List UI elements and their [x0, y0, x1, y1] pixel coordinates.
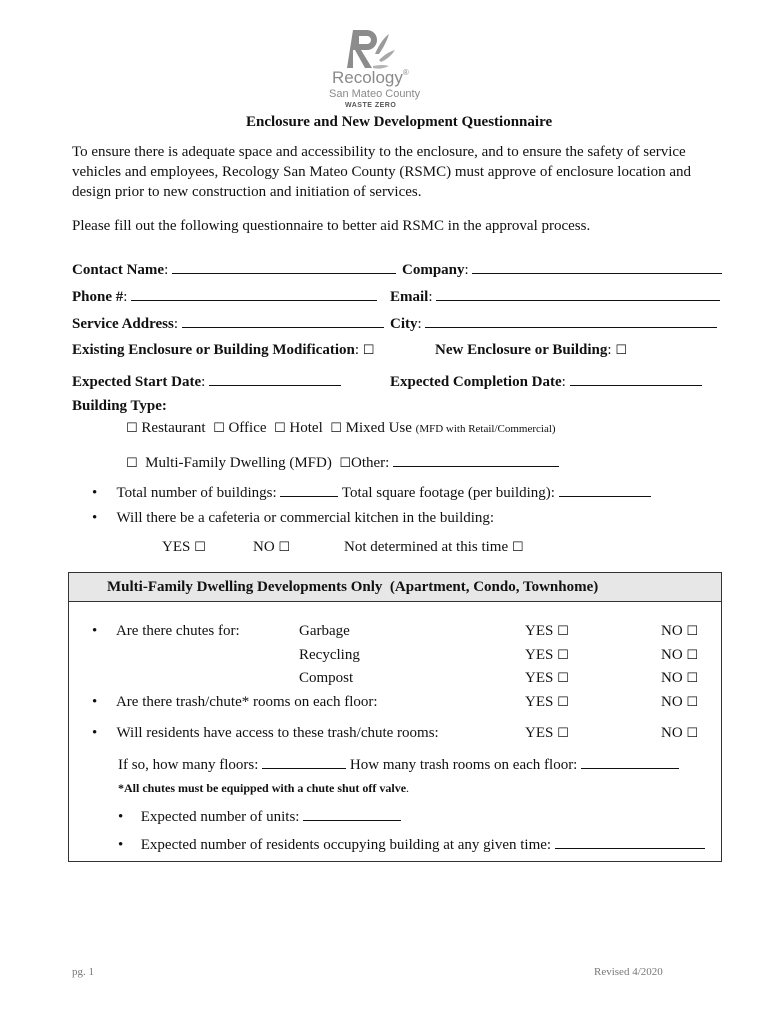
trash-rooms-no	[661, 694, 698, 711]
mixed-use-note: (MFD with Retail/Commercial)	[415, 423, 556, 435]
start-date-field[interactable]	[209, 371, 341, 386]
city-field[interactable]	[425, 313, 717, 328]
chutes-label: Are there chutes for:	[115, 623, 240, 639]
cafeteria-yes-checkbox[interactable]: ☐	[194, 540, 206, 555]
no-label: NO	[661, 623, 683, 639]
mixed-use-checkbox[interactable]: ☐	[330, 421, 342, 436]
restaurant-checkbox[interactable]: ☐	[126, 421, 138, 436]
bullet: •	[92, 510, 98, 526]
chute-note-row: *All chutes must be equipped with a chute shut off valve.	[118, 781, 410, 795]
residents-access-no-checkbox[interactable]: ☐	[686, 726, 699, 741]
recology-logo	[315, 26, 455, 112]
residents-access-question	[92, 725, 439, 742]
units-row	[118, 806, 401, 826]
contact-name-row: Contact Name:	[72, 259, 396, 279]
completion-date-field[interactable]	[570, 371, 702, 386]
compost-no-checkbox[interactable]: ☐	[686, 671, 699, 686]
garbage-no-checkbox[interactable]: ☐	[686, 624, 699, 639]
completion-date-row: Expected Completion Date:	[390, 371, 702, 391]
completion-date-label: Expected Completion Date	[390, 374, 562, 390]
intro-line-4: Please fill out the following questionnaire to better aid RSMC in the approval process.	[72, 218, 591, 234]
garbage-label: Garbage	[299, 623, 350, 639]
cafeteria-label: Will there be a cafeteria or commercial kitchen in the building:	[116, 510, 495, 526]
building-type-row-1	[126, 420, 556, 437]
cafeteria-no	[253, 539, 290, 556]
mfd-label: Multi-Family Dwelling (MFD)	[145, 455, 332, 471]
logo-tagline: WASTE ZERO	[345, 102, 397, 109]
trash-rooms-label: Are there trash/chute* rooms on each floor:	[115, 694, 378, 710]
recycling-no	[661, 647, 698, 664]
trash-rooms-yes-checkbox[interactable]: ☐	[557, 695, 569, 710]
trash-rooms-no-checkbox[interactable]: ☐	[686, 695, 699, 710]
no-label: NO	[661, 670, 683, 686]
floors-label: If so, how many floors:	[118, 757, 259, 773]
residents-access-yes	[525, 725, 569, 742]
other-field[interactable]	[393, 452, 559, 467]
building-type-row-2	[126, 452, 559, 472]
cafeteria-yes-label: YES	[162, 539, 191, 555]
residents-row	[118, 834, 705, 854]
total-sqft-label: Total square footage (per building):	[341, 485, 555, 501]
recycling-label: Recycling	[299, 647, 360, 663]
contact-name-field[interactable]	[172, 259, 396, 274]
other-label: Other:	[350, 455, 390, 471]
hotel-label: Hotel	[289, 420, 323, 436]
office-label: Office	[228, 420, 267, 436]
recycling-no-checkbox[interactable]: ☐	[686, 648, 699, 663]
trash-rooms-question	[92, 694, 378, 711]
city-label: City	[390, 316, 418, 332]
yes-label: YES	[525, 725, 554, 741]
rooms-label: How many trash rooms on each floor:	[349, 757, 578, 773]
email-label: Email	[390, 289, 429, 305]
hotel-checkbox[interactable]: ☐	[274, 421, 286, 436]
units-field[interactable]	[303, 806, 401, 821]
logo-region: San Mateo County	[329, 88, 421, 100]
bullet: •	[92, 623, 98, 639]
yes-label: YES	[525, 670, 554, 686]
cafeteria-answers	[162, 539, 206, 556]
phone-row: Phone #:	[72, 286, 377, 306]
cafeteria-not-determined-checkbox[interactable]: ☐	[511, 540, 524, 555]
company-label: Company	[402, 262, 465, 278]
phone-label: Phone #	[72, 289, 124, 305]
chute-note: *All chutes must be equipped with a chute shut off valve	[118, 781, 407, 795]
yes-label: YES	[525, 694, 554, 710]
total-buildings-label: Total number of buildings:	[116, 485, 277, 501]
page-title: Enclosure and New Development Questionnaire	[246, 114, 553, 130]
compost-label: Compost	[299, 670, 354, 686]
mixed-use-label: Mixed Use	[345, 420, 412, 436]
recology-r-mark-icon	[315, 26, 455, 74]
bullet: •	[118, 809, 124, 825]
email-field[interactable]	[436, 286, 720, 301]
compost-yes-checkbox[interactable]: ☐	[557, 671, 569, 686]
new-enclosure-label: New Enclosure or Building	[435, 342, 608, 358]
yes-label: YES	[525, 623, 554, 639]
garbage-yes-checkbox[interactable]: ☐	[557, 624, 569, 639]
company-field[interactable]	[472, 259, 722, 274]
intro-line-1: To ensure there is adequate space and accessibility to the enclosure, and to ensure the safety of service	[72, 144, 686, 160]
new-enclosure-checkbox[interactable]: ☐	[615, 343, 627, 358]
existing-enclosure-row: Existing Enclosure or Building Modification: ☐	[72, 342, 375, 358]
company-row: Company:	[402, 259, 722, 279]
cafeteria-row	[92, 510, 494, 527]
service-address-label: Service Address	[72, 316, 174, 332]
existing-enclosure-checkbox[interactable]: ☐	[362, 343, 375, 358]
recycling-yes-checkbox[interactable]: ☐	[557, 648, 569, 663]
cafeteria-not-determined-label: Not determined at this time	[344, 539, 509, 555]
building-type-label: Building Type:	[72, 398, 167, 414]
residents-access-yes-checkbox[interactable]: ☐	[557, 726, 569, 741]
service-address-row: Service Address:	[72, 313, 384, 333]
new-enclosure-row: New Enclosure or Building: ☐	[435, 342, 627, 358]
residents-field[interactable]	[555, 834, 705, 849]
compost-yes	[525, 670, 569, 687]
floors-rooms-row	[118, 754, 679, 774]
footer-revised: Revised 4/2020	[594, 966, 663, 978]
units-label: Expected number of units:	[140, 809, 300, 825]
buildings-row	[92, 482, 651, 502]
restaurant-label: Restaurant	[141, 420, 206, 436]
bullet: •	[118, 837, 124, 853]
residents-access-no	[661, 725, 698, 742]
office-checkbox[interactable]: ☐	[213, 421, 225, 436]
trash-rooms-yes	[525, 694, 569, 711]
start-date-row: Expected Start Date:	[72, 371, 341, 391]
residents-label: Expected number of residents occupying building at any given time:	[140, 837, 552, 853]
residents-access-label: Will residents have access to these trash/chute rooms:	[116, 725, 439, 741]
yes-label: YES	[525, 647, 554, 663]
footer-page-number: pg. 1	[72, 966, 94, 978]
existing-enclosure-label: Existing Enclosure or Building Modification	[72, 342, 355, 358]
rooms-field[interactable]	[581, 754, 679, 769]
service-address-field[interactable]	[182, 313, 384, 328]
recycling-yes	[525, 647, 569, 664]
mfd-section-header	[69, 573, 721, 602]
chutes-question	[92, 623, 240, 640]
cafeteria-no-checkbox[interactable]: ☐	[278, 540, 291, 555]
intro-line-3: design prior to new construction and initiation of services.	[72, 184, 422, 200]
bullet: •	[92, 694, 98, 710]
intro-line-2: vehicles and employees, Recology San Mateo County (RSMC) must approve of enclosure location and	[72, 164, 692, 180]
no-label: NO	[661, 647, 683, 663]
cafeteria-not-determined	[344, 539, 524, 556]
logo-trademark: ®	[402, 68, 409, 77]
compost-no	[661, 670, 698, 687]
total-sqft-field[interactable]	[559, 482, 651, 497]
phone-field[interactable]	[131, 286, 377, 301]
total-buildings-field[interactable]	[280, 482, 338, 497]
no-label: NO	[661, 694, 683, 710]
bullet: •	[92, 725, 98, 741]
other-checkbox[interactable]: ☐	[339, 456, 351, 471]
cafeteria-no-label: NO	[253, 539, 275, 555]
garbage-no	[661, 623, 698, 640]
city-row: City:	[390, 313, 717, 333]
garbage-yes	[525, 623, 569, 640]
bullet: •	[92, 485, 98, 501]
floors-field[interactable]	[262, 754, 346, 769]
email-row: Email:	[390, 286, 720, 306]
no-label: NO	[661, 725, 683, 741]
start-date-label: Expected Start Date	[72, 374, 202, 390]
mfd-section-heading: Multi-Family Dwelling Developments Only (Apartment, Condo, Townhome)	[107, 579, 599, 595]
mfd-checkbox[interactable]: ☐	[126, 456, 138, 471]
logo-brand: Recology	[332, 68, 403, 87]
contact-name-label: Contact Name	[72, 262, 165, 278]
